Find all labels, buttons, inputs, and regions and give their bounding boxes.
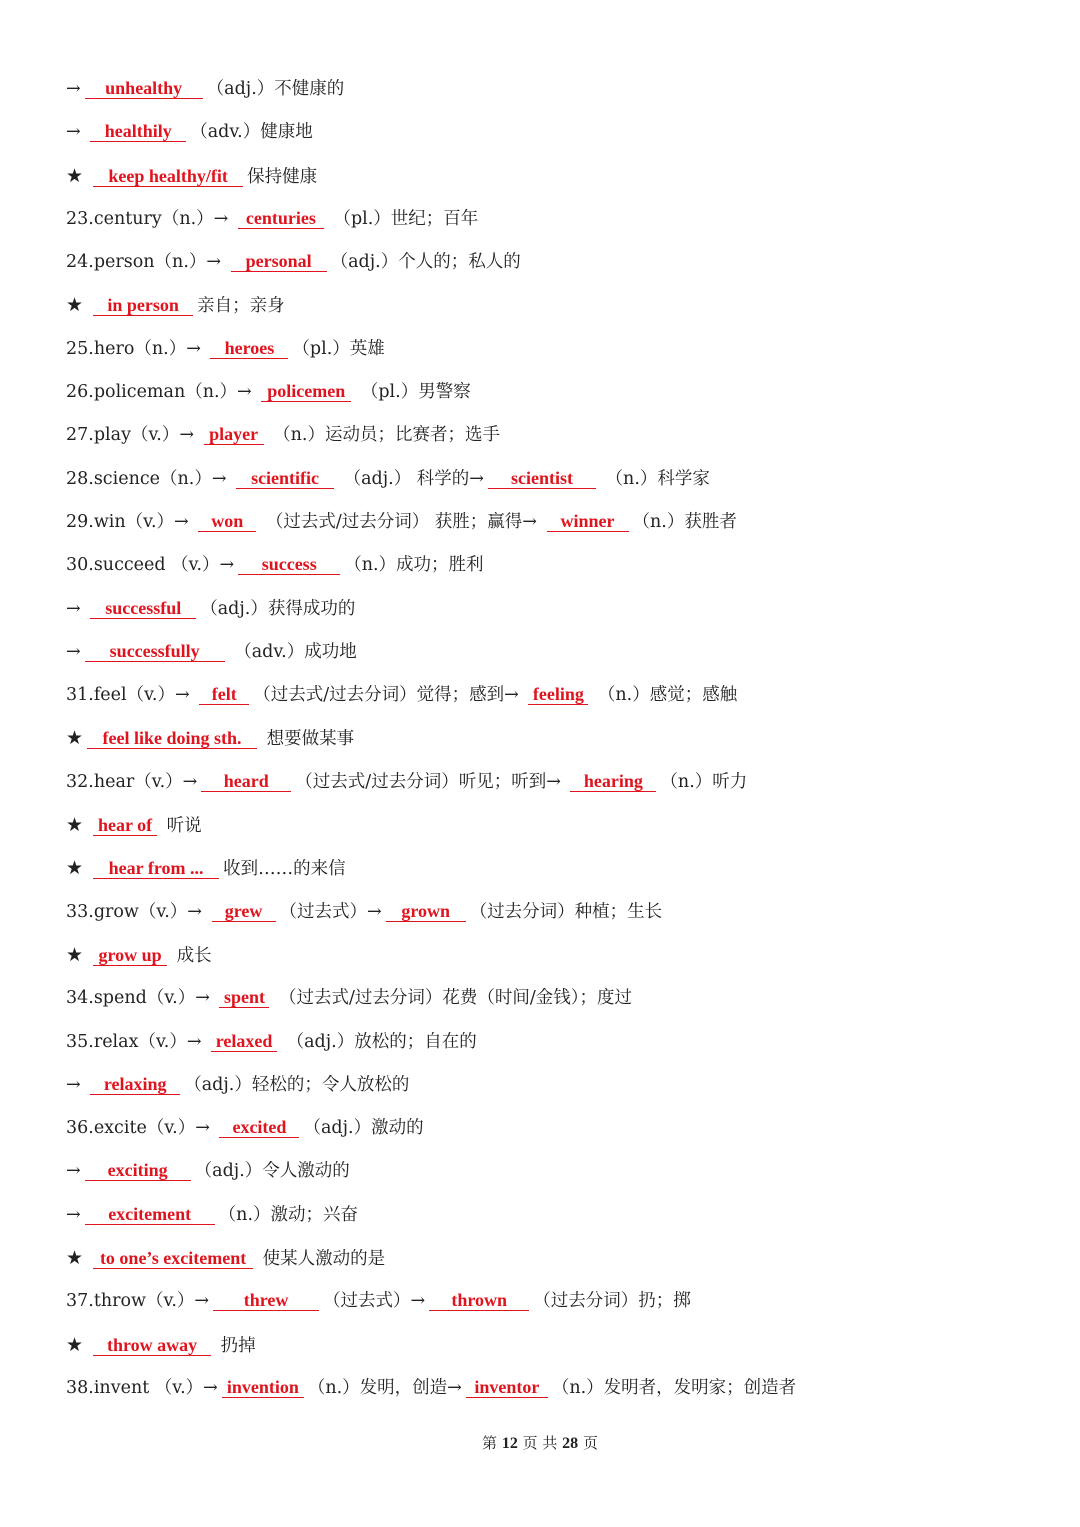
vocab-line [66, 1237, 1026, 1280]
line-text: 使某人激动的是 [257, 1249, 386, 1270]
answer-word: relaxing [90, 1074, 180, 1095]
line-text: （pl.）世纪；百年 [327, 208, 479, 229]
answer-word: hear from ... [93, 858, 219, 879]
vocab-line [66, 631, 1026, 674]
line-text: 26.policeman（n.）→ [66, 382, 258, 403]
line-text: （过去式）→ [279, 901, 382, 922]
answer-word: thrown [429, 1290, 529, 1311]
line-text: （过去分词）扔；掷 [533, 1291, 691, 1312]
line-text: 35.relax（v.）→ [66, 1031, 208, 1052]
vocab-line [66, 804, 1026, 847]
vocab-line [66, 544, 1026, 587]
star-marker: ★ [66, 814, 90, 837]
vocab-line [66, 717, 1026, 760]
star-marker: ★ [66, 727, 84, 750]
current-page-number: 12 [501, 1435, 518, 1452]
vocab-line [66, 1280, 1026, 1323]
line-text: 37.throw（v.）→ [66, 1291, 210, 1312]
vocab-line [66, 934, 1026, 977]
line-text: → [66, 122, 87, 143]
vocab-line [66, 1194, 1026, 1237]
vocab-line [66, 674, 1026, 717]
line-text: （过去式/过去分词）花费（时间/金钱）；度过 [273, 988, 633, 1009]
line-text: （adj.）不健康的 [206, 79, 345, 99]
line-text: 成长 [171, 945, 212, 966]
vocab-line [66, 284, 1026, 327]
line-text: （n.）获胜者 [632, 511, 737, 532]
star-marker: ★ [66, 294, 90, 317]
star-marker: ★ [66, 1247, 90, 1270]
line-text: 30.succeed （v.）→ [66, 555, 235, 576]
line-text: 保持健康 [247, 166, 318, 187]
line-text: 扔掉 [215, 1335, 256, 1356]
answer-word: hearing [570, 771, 656, 792]
total-page-number: 28 [562, 1435, 579, 1452]
vocab-line [66, 328, 1026, 371]
vocab-line [66, 198, 1026, 241]
answer-word: in person [93, 295, 193, 316]
line-text: （adj.） 科学的→ [338, 468, 484, 489]
line-text: （n.）运动员；比赛者；选手 [267, 425, 500, 446]
line-text: 听说 [161, 816, 202, 837]
line-text: （过去式/过去分词） 获胜；赢得→ [260, 511, 543, 532]
star-marker: ★ [66, 1333, 90, 1356]
footer-mid: 页 共 [522, 1434, 558, 1452]
line-text: 亲自；亲身 [197, 296, 285, 317]
vocab-line [66, 588, 1026, 631]
line-text: （n.）科学家 [599, 468, 710, 489]
answer-word: grow up [93, 945, 167, 966]
answer-word: feeling [528, 684, 588, 705]
vocab-line [66, 1324, 1026, 1367]
line-text: → [66, 1161, 81, 1182]
answer-word: unhealthy [85, 78, 203, 99]
line-text: → [66, 1074, 87, 1095]
line-text: （过去式/过去分词）听见；听到→ [295, 771, 567, 792]
line-text: 25.hero（n.）→ [66, 338, 207, 359]
line-text: （过去式/过去分词）觉得；感到→ [253, 685, 525, 706]
page-footer [0, 1432, 1080, 1453]
vocab-line [66, 847, 1026, 890]
answer-word: threw [213, 1290, 319, 1311]
line-text: 27.play（v.）→ [66, 425, 200, 446]
line-text: → [66, 598, 87, 619]
vocab-line [66, 977, 1026, 1020]
line-text: （n.）听力 [660, 771, 748, 792]
answer-word: scientist [488, 468, 596, 489]
vocab-line [66, 155, 1026, 198]
answer-word: scientific [236, 468, 334, 489]
line-text: 28.science（n.）→ [66, 468, 233, 489]
answer-word: invention [222, 1377, 304, 1398]
line-text: 33.grow（v.）→ [66, 901, 208, 922]
answer-word: successfully [85, 641, 225, 662]
line-text: 23.century（n.）→ [66, 208, 234, 229]
line-text: （过去式）→ [323, 1291, 426, 1312]
line-text: 32.hear（v.）→ [66, 771, 198, 792]
line-text: → [66, 1204, 81, 1225]
star-marker: ★ [66, 943, 90, 966]
answer-word: success [238, 554, 340, 575]
vocab-line [66, 891, 1026, 934]
answer-word: excited [219, 1117, 299, 1138]
answer-word: throw away [93, 1335, 211, 1356]
star-marker: ★ [66, 164, 90, 187]
line-text: → [66, 79, 81, 99]
answer-word: successful [90, 598, 196, 619]
line-text: （adj.）激动的 [303, 1118, 424, 1139]
line-text: （n.）成功；胜利 [344, 555, 484, 576]
vocab-line [66, 1107, 1026, 1150]
vocab-line [66, 68, 1026, 111]
answer-word: winner [547, 511, 629, 532]
vocab-line [66, 241, 1026, 284]
line-text: （pl.）男警察 [355, 382, 471, 403]
line-text: （adj.）放松的；自在的 [281, 1031, 477, 1052]
vocab-line [66, 1064, 1026, 1107]
answer-word: feel like doing sth. [87, 728, 257, 749]
vocab-line [66, 761, 1026, 804]
line-text: 29.win（v.）→ [66, 511, 195, 532]
answer-word: healthily [90, 121, 186, 142]
line-text: → [66, 641, 81, 662]
answer-word: spent [219, 987, 269, 1008]
line-text: 38.invent （v.）→ [66, 1377, 218, 1398]
line-text: （过去分词）种植；生长 [469, 901, 663, 922]
line-text: 36.excite（v.）→ [66, 1118, 216, 1139]
answer-word: hear of [93, 815, 157, 836]
vocab-line [66, 458, 1026, 501]
line-text: （n.）感觉；感触 [592, 685, 738, 706]
vocab-line [66, 1021, 1026, 1064]
line-text: （n.）激动；兴奋 [218, 1204, 359, 1225]
vocab-line [66, 501, 1026, 544]
answer-word: excitement [85, 1204, 215, 1225]
line-text: （adj.）获得成功的 [200, 598, 356, 619]
line-text: 31.feel（v.）→ [66, 685, 196, 706]
line-text: （adv.）成功地 [228, 641, 357, 662]
line-text: （pl.）英雄 [292, 338, 385, 359]
answer-word: inventor [466, 1377, 548, 1398]
star-marker: ★ [66, 857, 90, 880]
answer-word: felt [199, 684, 249, 705]
vocab-line [66, 1150, 1026, 1193]
answer-word: heroes [210, 338, 288, 359]
answer-word: keep healthy/fit [93, 166, 243, 187]
vocab-line [66, 111, 1026, 154]
answer-word: policemen [261, 381, 351, 402]
answer-word: personal [231, 251, 327, 272]
line-text: 34.spend（v.）→ [66, 988, 216, 1009]
line-text: 收到……的来信 [223, 859, 346, 880]
footer-suffix: 页 [582, 1434, 598, 1452]
vocabulary-list [66, 68, 1026, 1410]
line-text: 24.person（n.）→ [66, 252, 227, 273]
line-text: （adv.）健康地 [190, 122, 313, 143]
answer-word: heard [201, 771, 291, 792]
vocab-line [66, 414, 1026, 457]
line-text: 想要做某事 [261, 729, 355, 750]
line-text: （n.）发明者，发明家；创造者 [551, 1377, 797, 1398]
answer-word: relaxed [211, 1031, 277, 1052]
line-text: （adj.）轻松的；令人放松的 [184, 1074, 410, 1095]
line-text: （adj.）个人的；私人的 [330, 252, 521, 273]
answer-word: grown [386, 901, 466, 922]
footer-prefix: 第 [482, 1434, 498, 1452]
answer-word: player [204, 424, 264, 445]
answer-word: won [198, 511, 256, 532]
answer-word: centuries [238, 208, 324, 229]
answer-word: to one’s excitement [93, 1248, 253, 1269]
answer-word: grew [212, 901, 276, 922]
vocab-line [66, 371, 1026, 414]
line-text: （adj.）令人激动的 [194, 1161, 350, 1182]
line-text: （n.）发明，创造→ [307, 1377, 462, 1398]
vocab-line [66, 1367, 1026, 1410]
answer-word: exciting [85, 1160, 191, 1181]
